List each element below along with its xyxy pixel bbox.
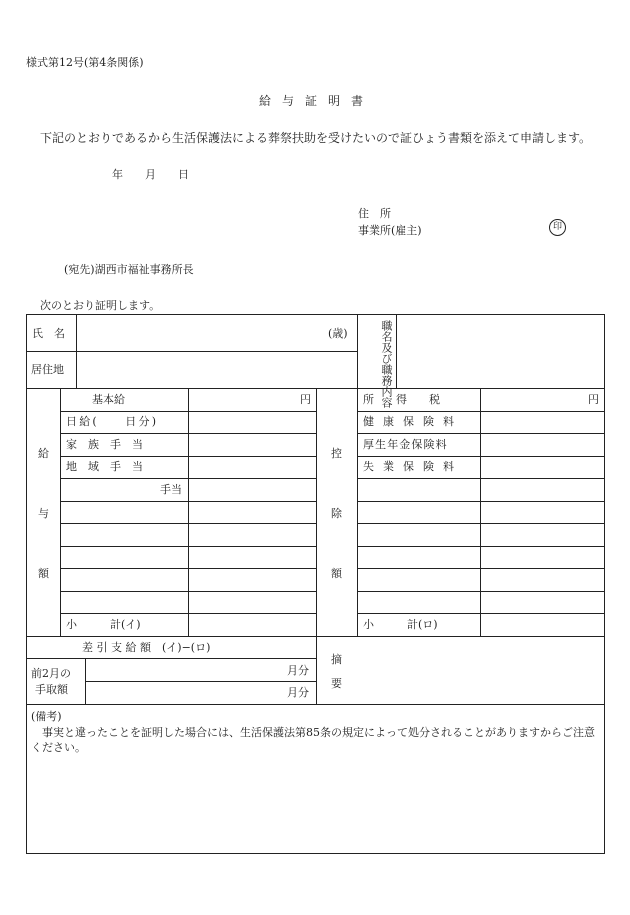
remarks-col-label-1: 摘 [331,653,342,666]
net-pay-label: 差 引 支 給 額 (イ)−(ロ) [82,641,211,654]
residence-label: 居住地 [31,363,64,376]
month-unit-1: 月分 [287,664,309,677]
salary-label-1: 給 [38,447,49,460]
intro-text: 下記のとおりであるから生活保護法による葬祭扶助を受けたいので証ひょう書類を添えて申請します。 [40,131,592,145]
deduction-income-tax: 所 得 税 [363,393,440,406]
salary-allowance: 手当 [160,483,182,496]
deduction-yen: 円 [588,393,599,406]
age-label: (歳) [328,327,348,340]
deduction-subtotal: 小 計(ロ) [363,618,438,631]
page-title: 給 与 証 明 書 [259,94,367,108]
deduction-label-1: 控 [331,447,342,460]
remarks-col-label-2: 要 [331,677,342,690]
prev-months-label-2: 手取額 [35,683,68,696]
date-line: 年 月 日 [112,168,189,181]
salary-daily: 日給( 日分) [66,415,159,428]
seal-mark: 印 [549,219,566,236]
deduction-label-3: 額 [331,567,342,580]
salary-label-3: 額 [38,567,49,580]
notes-body: 事実と違ったことを証明した場合には、生活保護法第85条の規定によって処分されることがありますからご注意ください。 [31,726,595,754]
office-label: 事業所(雇主) [358,224,422,237]
name-label: 氏 名 [32,327,65,340]
deduction-pension: 厚生年金保険料 [363,438,448,451]
salary-regional: 地 域 手 当 [66,460,143,473]
addressee: (宛先)湖西市福祉事務所長 [64,263,194,276]
salary-subtotal: 小 計(イ) [66,618,141,631]
salary-family: 家 族 手 当 [66,438,143,451]
deduction-label-2: 除 [331,507,342,520]
certify-text: 次のとおり証明します。 [40,299,161,312]
deduction-health: 健 康 保 険 料 [363,415,457,428]
month-unit-2: 月分 [287,686,309,699]
deduction-unemployment: 失 業 保 険 料 [363,460,457,473]
address-label: 住 所 [358,207,391,220]
form-number: 様式第12号(第4条関係) [26,56,144,69]
salary-label-2: 与 [38,507,49,520]
notes-title: (備考) [31,710,62,723]
salary-yen: 円 [300,393,311,406]
prev-months-label-1: 前2月の [31,667,71,680]
job-label: 職名及び職務内容 [380,320,393,408]
salary-basic: 基本給 [92,393,125,406]
